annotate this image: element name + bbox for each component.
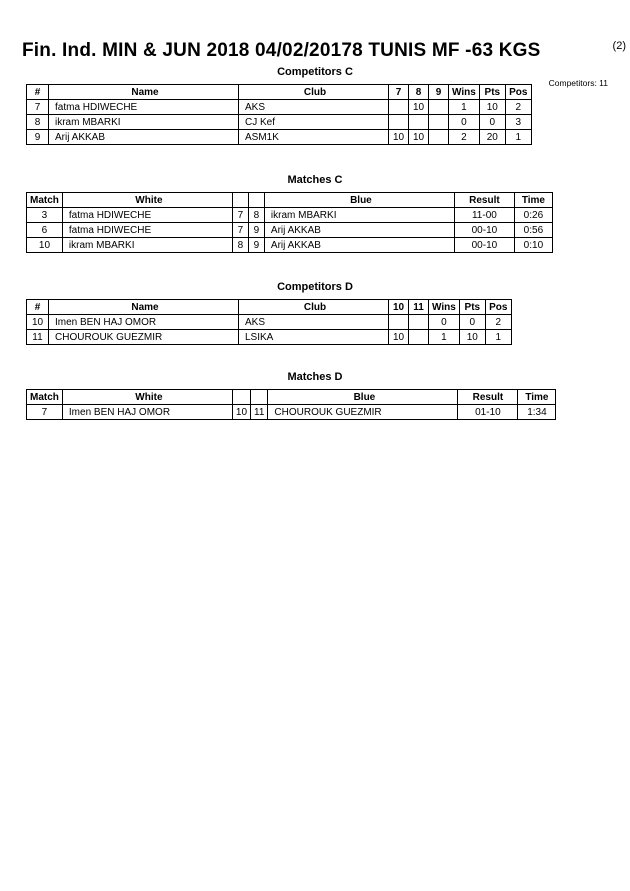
- col-white-number: [232, 390, 250, 405]
- matches-c-table: [26, 192, 553, 253]
- cell-points: 10: [459, 330, 485, 345]
- table-header-row: [27, 85, 532, 100]
- table-header-row: [27, 300, 512, 315]
- col-position: Pos: [505, 85, 531, 100]
- col-blue: Blue: [268, 390, 458, 405]
- cell-op1: 10: [389, 130, 409, 145]
- col-club: Club: [239, 300, 389, 315]
- cell-op2: 10: [409, 130, 429, 145]
- cell-number: 9: [27, 130, 49, 145]
- col-club: Club: [239, 85, 389, 100]
- cell-position: 2: [505, 100, 531, 115]
- cell-match: 10: [27, 238, 63, 253]
- cell-wins: 0: [449, 115, 480, 130]
- col-blue-number: [251, 390, 268, 405]
- col-wins: Wins: [429, 300, 460, 315]
- col-blue-number: [248, 193, 264, 208]
- cell-op2: 10: [409, 100, 429, 115]
- cell-op2: [409, 315, 429, 330]
- matches-c-section: [0, 174, 630, 253]
- table-row: [27, 100, 532, 115]
- table-row: [27, 405, 556, 420]
- cell-position: 1: [505, 130, 531, 145]
- cell-time: 0:56: [514, 223, 552, 238]
- cell-result: 00-10: [454, 223, 514, 238]
- cell-points: 20: [479, 130, 505, 145]
- cell-blue: Arij AKKAB: [264, 238, 454, 253]
- competitors-c-section: [0, 66, 630, 145]
- cell-op3: [429, 100, 449, 115]
- col-match: Match: [27, 193, 63, 208]
- competitors-d-title: Competitors D: [277, 281, 353, 293]
- matches-d-table: [26, 389, 556, 420]
- cell-time: 0:10: [514, 238, 552, 253]
- cell-club: ASM1K: [239, 130, 389, 145]
- cell-time: 0:26: [514, 208, 552, 223]
- cell-white-number: 10: [232, 405, 250, 420]
- table-row: [27, 115, 532, 130]
- cell-wins: 0: [429, 315, 460, 330]
- col-time: Time: [514, 193, 552, 208]
- cell-blue-number: 9: [248, 223, 264, 238]
- page-number: (2): [612, 40, 626, 52]
- col-number: #: [27, 85, 49, 100]
- table-row: [27, 330, 512, 345]
- cell-points: 0: [459, 315, 485, 330]
- col-opponent-9: 9: [429, 85, 449, 100]
- cell-match: 6: [27, 223, 63, 238]
- matches-c-title: Matches C: [287, 174, 343, 186]
- table-row: [27, 238, 553, 253]
- cell-wins: 1: [429, 330, 460, 345]
- cell-white: Imen BEN HAJ OMOR: [62, 405, 232, 420]
- cell-white-number: 7: [232, 223, 248, 238]
- cell-op1: [389, 100, 409, 115]
- cell-op1: [389, 115, 409, 130]
- cell-op2: [409, 115, 429, 130]
- col-result: Result: [454, 193, 514, 208]
- cell-white-number: 7: [232, 208, 248, 223]
- col-opponent-11: 11: [409, 300, 429, 315]
- col-result: Result: [458, 390, 518, 405]
- cell-blue-number: 11: [251, 405, 268, 420]
- competitors-c-title: Competitors C: [277, 66, 353, 78]
- cell-position: 2: [485, 315, 511, 330]
- cell-op3: [429, 130, 449, 145]
- cell-match: 7: [27, 405, 63, 420]
- table-header-row: [27, 193, 553, 208]
- col-opponent-8: 8: [409, 85, 429, 100]
- cell-name: Arij AKKAB: [49, 130, 239, 145]
- cell-time: 1:34: [518, 405, 556, 420]
- col-white: White: [62, 390, 232, 405]
- cell-wins: 2: [449, 130, 480, 145]
- cell-blue: ikram MBARKI: [264, 208, 454, 223]
- cell-points: 0: [479, 115, 505, 130]
- col-wins: Wins: [449, 85, 480, 100]
- col-points: Pts: [459, 300, 485, 315]
- cell-white: fatma HDIWECHE: [62, 208, 232, 223]
- cell-blue: Arij AKKAB: [264, 223, 454, 238]
- cell-position: 3: [505, 115, 531, 130]
- col-points: Pts: [479, 85, 505, 100]
- table-row: [27, 315, 512, 330]
- cell-club: AKS: [239, 100, 389, 115]
- cell-op2: [409, 330, 429, 345]
- cell-op1: [389, 315, 409, 330]
- cell-number: 10: [27, 315, 49, 330]
- cell-blue: CHOUROUK GUEZMIR: [268, 405, 458, 420]
- col-white-number: [232, 193, 248, 208]
- col-name: Name: [49, 300, 239, 315]
- cell-white: fatma HDIWECHE: [62, 223, 232, 238]
- cell-name: ikram MBARKI: [49, 115, 239, 130]
- cell-number: 8: [27, 115, 49, 130]
- col-match: Match: [27, 390, 63, 405]
- cell-result: 00-10: [454, 238, 514, 253]
- cell-name: fatma HDIWECHE: [49, 100, 239, 115]
- cell-result: 11-00: [454, 208, 514, 223]
- cell-name: CHOUROUK GUEZMIR: [49, 330, 239, 345]
- cell-wins: 1: [449, 100, 480, 115]
- cell-number: 7: [27, 100, 49, 115]
- col-opponent-7: 7: [389, 85, 409, 100]
- cell-club: AKS: [239, 315, 389, 330]
- cell-club: CJ Kef: [239, 115, 389, 130]
- competitors-d-table: [26, 299, 512, 345]
- cell-match: 3: [27, 208, 63, 223]
- cell-name: Imen BEN HAJ OMOR: [49, 315, 239, 330]
- cell-op3: [429, 115, 449, 130]
- cell-white: ikram MBARKI: [62, 238, 232, 253]
- cell-blue-number: 8: [248, 208, 264, 223]
- col-white: White: [62, 193, 232, 208]
- table-header-row: [27, 390, 556, 405]
- col-time: Time: [518, 390, 556, 405]
- competitors-d-section: [0, 281, 630, 345]
- cell-number: 11: [27, 330, 49, 345]
- page-title: Fin. Ind. MIN & JUN 2018 04/02/20178 TUNIS MF -63 KGS: [22, 40, 541, 61]
- cell-result: 01-10: [458, 405, 518, 420]
- col-opponent-10: 10: [389, 300, 409, 315]
- col-number: #: [27, 300, 49, 315]
- cell-points: 10: [479, 100, 505, 115]
- document-header: [22, 40, 620, 66]
- cell-white-number: 8: [232, 238, 248, 253]
- table-row: [27, 223, 553, 238]
- cell-position: 1: [485, 330, 511, 345]
- table-row: [27, 208, 553, 223]
- col-position: Pos: [485, 300, 511, 315]
- competitors-count: Competitors: 11: [548, 78, 608, 88]
- competitors-c-table: [26, 84, 532, 145]
- cell-op1: 10: [389, 330, 409, 345]
- cell-club: LSIKA: [239, 330, 389, 345]
- col-blue: Blue: [264, 193, 454, 208]
- cell-blue-number: 9: [248, 238, 264, 253]
- col-name: Name: [49, 85, 239, 100]
- table-row: [27, 130, 532, 145]
- matches-d-section: [0, 371, 630, 420]
- matches-d-title: Matches D: [287, 371, 343, 383]
